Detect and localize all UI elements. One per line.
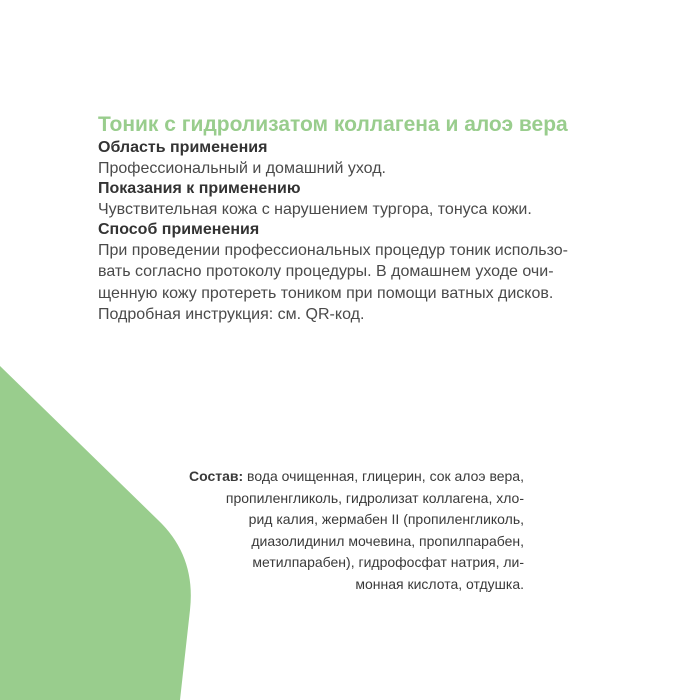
text-line: вать согласно протоколу процедуры. В домашнем уходе очи- <box>98 263 554 280</box>
product-title: Тоник с гидролизатом коллагена и алоэ вера <box>98 113 568 136</box>
text-line: Профессиональный и домашний уход. <box>98 159 386 177</box>
composition-line: диазолидинил мочевина, пропилпарабен, <box>251 532 524 549</box>
section-heading-application-area: Область применения <box>98 139 268 156</box>
text-line: Чувствительная кожа с нарушением тургора, тонуса кожи. <box>98 200 532 218</box>
composition-line: метилпарабен), гидрофосфат натрия, ли- <box>252 554 524 570</box>
composition-line: монная кислота, отдушка. <box>355 575 524 592</box>
composition-block <box>104 466 524 595</box>
text-line: Подробная инструкция: см. QR-код. <box>98 306 365 323</box>
section-text-application-area <box>98 158 618 180</box>
composition-line: рид калия, жермабен II (пропиленгликоль, <box>248 511 524 527</box>
section-text-usage <box>98 240 618 326</box>
composition-line: пропиленгликоль, гидролизат коллагена, хло- <box>225 489 524 506</box>
text-line: щенную кожу протереть тоником при помощи ватных дисков. <box>98 284 554 302</box>
product-info-block <box>98 112 618 326</box>
composition-line <box>104 466 524 488</box>
text-line: При проведении профессиональных процедур тоник использо- <box>98 241 569 259</box>
section-heading-indications: Показания к применению <box>98 180 301 197</box>
composition-label: Состав: <box>188 468 244 484</box>
section-text-indications <box>98 199 618 221</box>
composition-text: вода очищенная, глицерин, сок алоэ вера, <box>243 468 524 484</box>
section-heading-usage: Способ применения <box>98 221 260 238</box>
